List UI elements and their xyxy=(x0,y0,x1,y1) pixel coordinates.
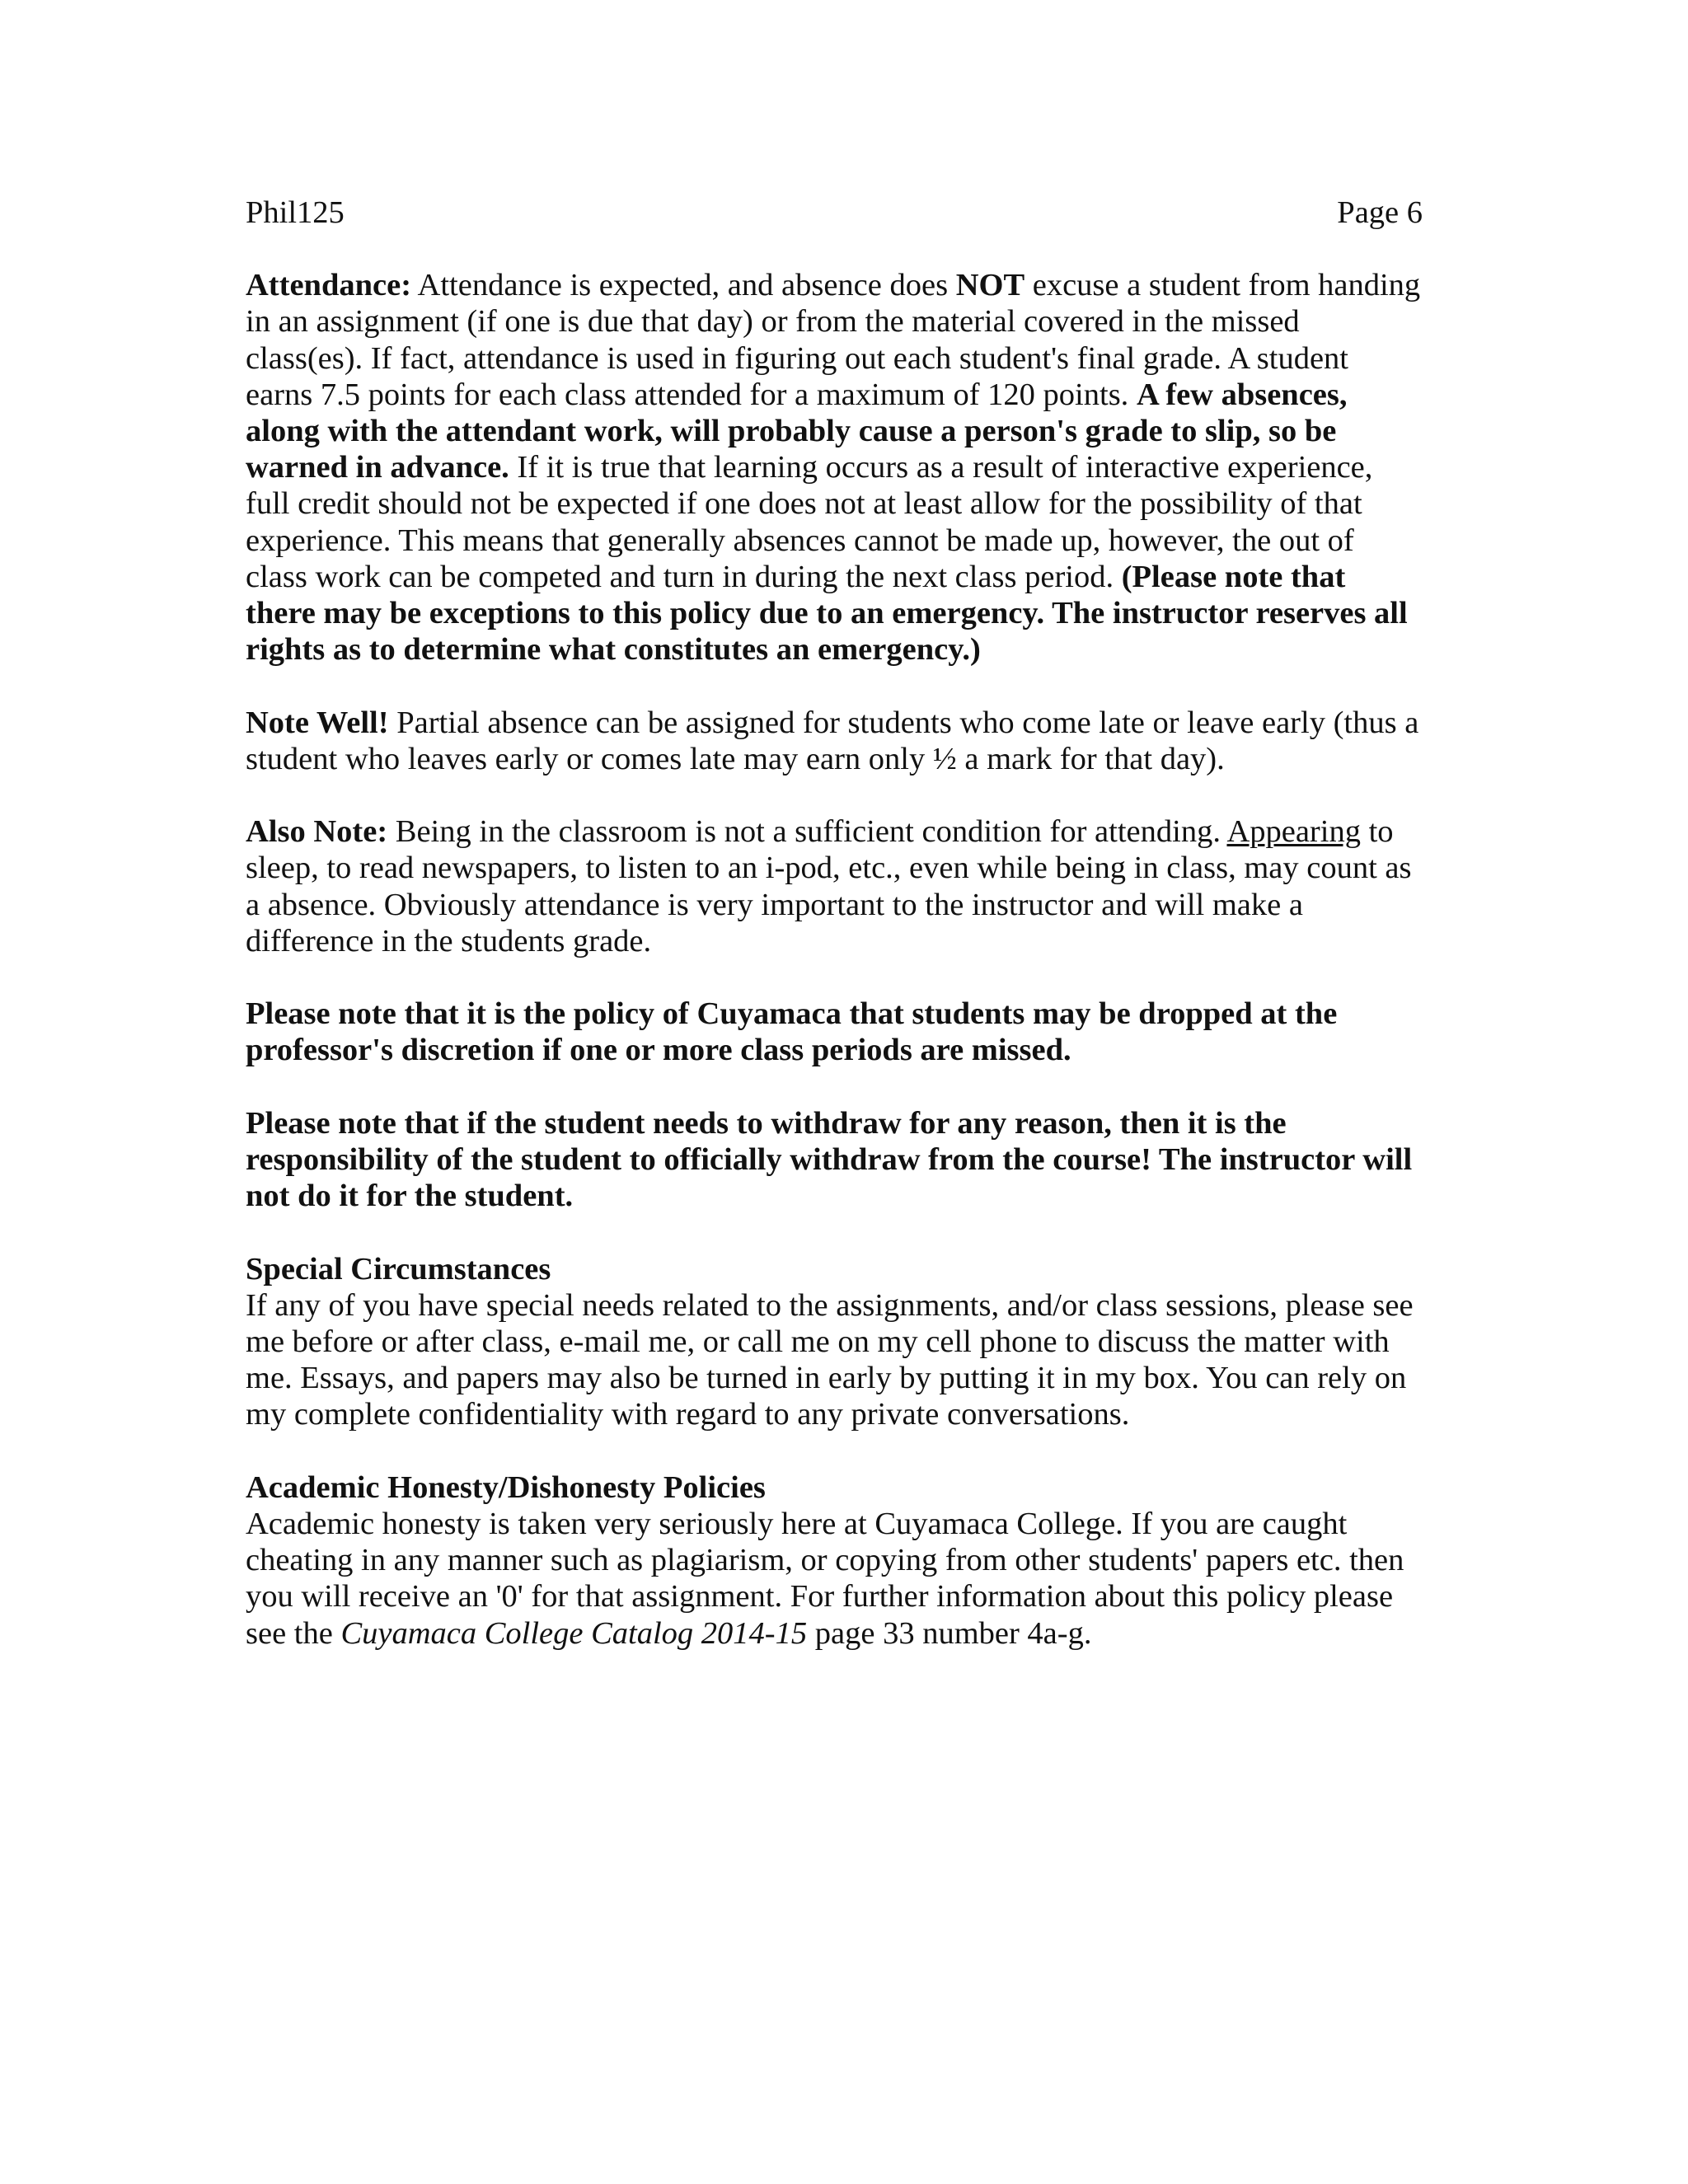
attendance-exception: (Please note that there may be exceptions to this policy due to an emergency. The instructor reserves all rights as to determine what constitutes an emergency.) xyxy=(246,559,1408,668)
note-well-paragraph xyxy=(246,705,1423,777)
also-note-underlined: Appearing xyxy=(1226,814,1361,850)
attendance-paragraph xyxy=(246,267,1423,668)
academic-honesty-text-1: Academic honesty is taken very seriously here at Cuyamaca College. If you are caught cheating in any manner such as plagiarism, or copying from other students' papers etc. then you will receive an '0' for that assignment. For further information about this policy please see the xyxy=(246,1507,1404,1651)
also-note-text-2: to sleep, to read newspapers, to listen to an i-pod, etc., even while being in class, may count as a absence. Obviously attendance is very important to the instructor and will make a difference in the students grade. xyxy=(246,814,1412,958)
attendance-text-2: excuse a student from handing in an assignment (if one is due that day) or from the material covered in the missed class(es). If fact, attendance is used in figuring out each student's final grade. A student earns 7.5 points for each class attended for a maximum of 120 points. xyxy=(246,268,1421,412)
withdraw-policy-text: Please note that if the student needs to withdraw for any reason, then it is the responsibility of the student to officially withdraw from the course! The instructor will not do it for the student. xyxy=(246,1105,1413,1214)
special-circumstances-section xyxy=(246,1251,1423,1433)
attendance-text-3: If it is true that learning occurs as a result of interactive experience, full credit should not be expected if one does not at least allow for the possibility of that experience. This means that generally absences cannot be made up, however, the out of class work can be competed and turn in during the next class period. xyxy=(246,450,1373,594)
academic-honesty-heading: Academic Honesty/Dishonesty Policies xyxy=(246,1469,766,1505)
drop-policy-paragraph xyxy=(246,996,1423,1068)
academic-honesty-section xyxy=(246,1469,1423,1652)
document-page xyxy=(246,194,1423,1688)
attendance-not: NOT xyxy=(955,268,1025,303)
drop-policy-text: Please note that it is the policy of Cuyamaca that students may be dropped at the professor's discretion if one or more class periods are missed. xyxy=(246,996,1338,1068)
catalog-title: Cuyamaca College Catalog 2014-15 xyxy=(340,1615,808,1651)
page-header xyxy=(246,194,1423,231)
course-code: Phil125 xyxy=(246,195,345,230)
also-note-label: Also Note: xyxy=(246,814,388,850)
also-note-text-1: Being in the classroom is not a sufficient condition for attending. xyxy=(387,814,1227,850)
also-note-paragraph xyxy=(246,813,1423,959)
page-number: Page 6 xyxy=(1337,195,1423,230)
attendance-warning: A few absences, along with the attendant work, will probably cause a person's grade to slip, so be warned in advance. xyxy=(246,377,1348,485)
attendance-label: Attendance: xyxy=(246,268,412,303)
special-circumstances-text: If any of you have special needs related to the assignments, and/or class sessions, please see me before or after class, e-mail me, or call me on my cell phone to discuss the matter with me. Essays, and papers may also be turned in early by putting it in my box. You can rely on my complete confidentiality with regard to any private conversations. xyxy=(246,1287,1414,1432)
note-well-label: Note Well! xyxy=(246,705,389,740)
attendance-text-1: Attendance is expected, and absence does xyxy=(411,268,956,303)
note-well-text: Partial absence can be assigned for students who come late or leave early (thus a student who leaves early or comes late may earn only ½ a mark for that day). xyxy=(246,705,1419,776)
special-circumstances-heading: Special Circumstances xyxy=(246,1251,551,1286)
academic-honesty-text-2: page 33 number 4a-g. xyxy=(807,1615,1092,1651)
withdraw-policy-paragraph xyxy=(246,1105,1423,1215)
